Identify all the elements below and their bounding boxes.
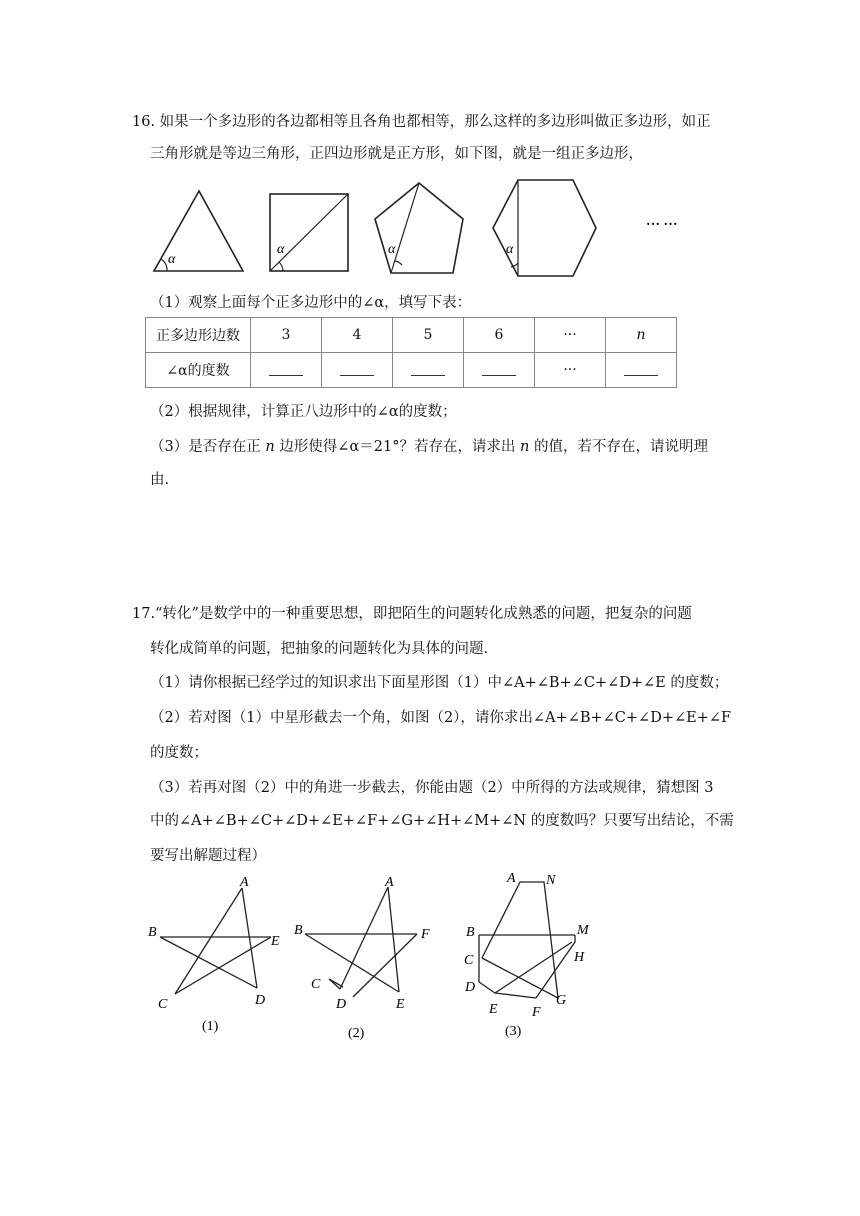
answer-blank[interactable] bbox=[393, 353, 464, 388]
fig2-label-a: A bbox=[385, 875, 394, 890]
q17-line2: 转化成简单的问题，把抽象的问题转化为具体的问题. bbox=[150, 641, 489, 657]
fig3-label-e: E bbox=[489, 1002, 498, 1017]
fig3-label-c: C bbox=[464, 953, 474, 968]
table-cell: 6 bbox=[464, 318, 535, 353]
fig3-label-b: B bbox=[466, 925, 475, 940]
fig2-label-e: E bbox=[396, 997, 405, 1012]
pentagon-shape bbox=[375, 183, 463, 273]
q17-part2a: （2）若对图（1）中星形截去一个角，如图（2），请你求出∠A+∠B+∠C+∠D+∠E+∠F bbox=[150, 710, 732, 726]
table-header-angle: ∠α的度数 bbox=[146, 353, 251, 388]
fig3-label-g: G bbox=[556, 993, 567, 1008]
fig2-caption: (2) bbox=[348, 1026, 365, 1041]
table-cell: 3 bbox=[251, 318, 322, 353]
table-header-sides: 正多边形边数 bbox=[146, 318, 251, 353]
q17-part3a: （3）若再对图（2）中的角进一步截去，你能由题（2）中所得的方法或规律，猜想图 3 bbox=[150, 780, 714, 796]
q17-part3c: 要写出解题过程） bbox=[150, 848, 266, 864]
fig2-label-c: C bbox=[311, 977, 321, 992]
alpha-label-3: α bbox=[388, 242, 396, 257]
answer-blank[interactable] bbox=[606, 353, 677, 388]
fig1-label-d: D bbox=[255, 993, 266, 1008]
table-cell: n bbox=[606, 318, 677, 353]
fig1-label-b: B bbox=[148, 925, 157, 940]
q16-part1: （1）观察上面每个正多边形中的∠α，填写下表： bbox=[150, 295, 472, 311]
fig2-label-b: B bbox=[294, 923, 303, 938]
table-cell: ··· bbox=[535, 318, 606, 353]
fig1-label-a: A bbox=[240, 875, 249, 890]
answer-blank[interactable] bbox=[322, 353, 393, 388]
angle-table bbox=[145, 317, 677, 388]
q17-part2b: 的度数； bbox=[150, 745, 208, 761]
table-cell: 4 bbox=[322, 318, 393, 353]
polygons-figure bbox=[140, 175, 700, 280]
answer-blank[interactable] bbox=[464, 353, 535, 388]
q17-part3b: 中的∠A+∠B+∠C+∠D+∠E+∠F+∠G+∠H+∠M+∠N 的度数吗？只要写出结论，不需 bbox=[150, 813, 734, 829]
fig2-label-f: F bbox=[421, 927, 430, 942]
triangle-shape bbox=[154, 191, 243, 271]
alpha-label-2: α bbox=[277, 242, 285, 257]
fig2-label-d: D bbox=[336, 997, 347, 1012]
q17-line1: 17.“转化”是数学中的一种重要思想，即把陌生的问题转化成熟悉的问题，把复杂的问题 bbox=[132, 606, 692, 622]
table-cell: ··· bbox=[535, 353, 606, 388]
fig3-label-f: F bbox=[532, 1005, 541, 1020]
fig1-label-e: E bbox=[271, 934, 280, 949]
q16-line2: 三角形就是等边三角形，正四边形就是正方形，如下图，就是一组正多边形， bbox=[150, 146, 643, 162]
table-cell: 5 bbox=[393, 318, 464, 353]
fig3-label-m: M bbox=[577, 923, 589, 938]
star-figure-2 bbox=[305, 887, 417, 997]
star-figure-1 bbox=[160, 888, 271, 994]
fig3-label-h: H bbox=[574, 950, 585, 965]
fig3-label-d: D bbox=[465, 980, 476, 995]
star-figures bbox=[140, 870, 600, 1050]
table-row bbox=[146, 353, 677, 388]
fig3-caption: (3) bbox=[505, 1024, 522, 1039]
fig3-label-a: A bbox=[507, 871, 516, 886]
fig1-label-c: C bbox=[158, 997, 168, 1012]
alpha-label-1: α bbox=[168, 252, 176, 267]
figure-ellipsis: … … bbox=[646, 214, 678, 229]
answer-blank[interactable] bbox=[251, 353, 322, 388]
q17-part1: （1）请你根据已经学过的知识求出下面星形图（1）中∠A+∠B+∠C+∠D+∠E 的度数； bbox=[150, 675, 729, 691]
q16-part3-end: 由. bbox=[150, 472, 170, 488]
square-shape bbox=[270, 194, 348, 271]
star-figure-3 bbox=[479, 882, 575, 998]
table-row bbox=[146, 318, 677, 353]
q16-part3: （3）是否存在正 n 边形使得∠α＝21°？若存在，请求出 n 的值，若不存在，请说明理 bbox=[150, 439, 708, 455]
q16-part2: （2）根据规律，计算正八边形中的∠α的度数； bbox=[150, 404, 457, 420]
hexagon-shape bbox=[493, 180, 596, 276]
alpha-label-4: α bbox=[506, 242, 514, 257]
fig3-label-n: N bbox=[546, 873, 556, 888]
q16-line1: 16. 如果一个多边形的各边都相等且各角也都相等，那么这样的多边形叫做正多边形，如正 bbox=[132, 114, 711, 130]
fig1-caption: (1) bbox=[202, 1019, 219, 1034]
